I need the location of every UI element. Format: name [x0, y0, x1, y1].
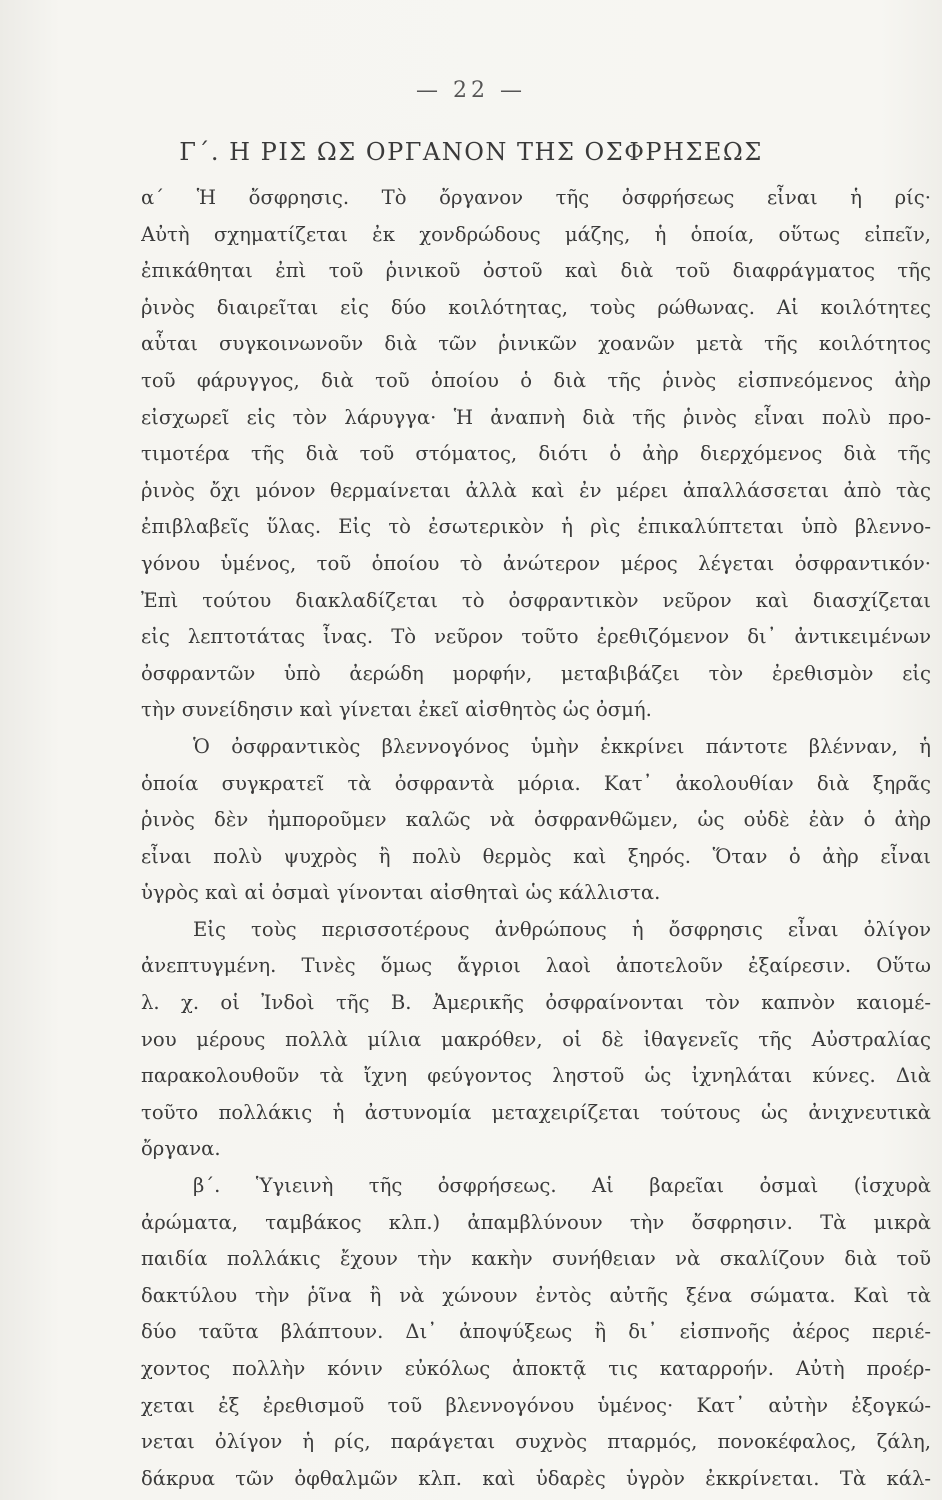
- text-line: δάκρυα τῶν ὀφθαλμῶν κλπ. καὶ ὑδαρὲς ὑγρὸν ἐκκρίνεται. Τὰ κάλ-: [141, 1466, 931, 1490]
- body-text: [141, 180, 931, 1497]
- text-line: νεται ὀλίγον ἡ ρίς, παράγεται συχνὸς πταρμός, πονοκέφαλος, ζάλη,: [141, 1430, 931, 1454]
- text-line: τοῦτο πολλάκις ἡ ἀστυνομία μεταχειρίζεται τούτους ὡς ἀνιχνευτικὰ: [141, 1100, 931, 1124]
- text-line: τὴν συνείδησιν καὶ γίνεται ἐκεῖ αἰσθητὸς ὡς ὀσμή.: [141, 698, 652, 722]
- text-line: ἀνεπτυγμένη. Τινὲς ὅμως ἄγριοι λαοὶ ἀποτελοῦν ἐξαίρεσιν. Οὕτω: [141, 954, 931, 978]
- page-number: — 22 —: [416, 78, 526, 103]
- text-line: εἰσχωρεῖ εἰς τὸν λάρυγγα· Ἡ ἀναπνὴ διὰ τῆς ῥινὸς εἶναι πολὺ προ-: [141, 405, 931, 429]
- text-line: γόνου ὑμένος, τοῦ ὁποίου τὸ ἀνώτερον μέρος λέγεται ὀσφραντικόν·: [141, 551, 931, 575]
- text-line: ἀρώματα, ταμβάκος κλπ.) ἀπαμβλύνουν τὴν ὄσφρησιν. Τὰ μικρὰ: [141, 1210, 931, 1234]
- text-line: Ἐπὶ τούτου διακλαδίζεται τὸ ὀσφραντικὸν νεῦρον καὶ διασχίζεται: [141, 588, 931, 612]
- text-line: β΄. Ὑγιεινὴ τῆς ὀσφρήσεως. Αἱ βαρεῖαι ὀσμαὶ (ἰσχυρὰ: [193, 1174, 931, 1198]
- text-line: τοῦ φάρυγγος, διὰ τοῦ ὁποίου ὁ διὰ τῆς ῥινὸς εἰσπνεόμενος ἀὴρ: [141, 368, 931, 392]
- text-line: Ὁ ὀσφραντικὸς βλεννογόνος ὑμὴν ἐκκρίνει πάντοτε βλένναν, ἡ: [193, 734, 931, 758]
- text-line: εἰς λεπτοτάτας ἶνας. Τὸ νεῦρον τοῦτο ἐρεθιζόμενον δι᾿ ἀντικειμένων: [141, 625, 931, 649]
- text-line: νου μέρους πολλὰ μίλια μακρόθεν, οἱ δὲ ἰθαγενεῖς τῆς Αὐστραλίας: [141, 1027, 931, 1051]
- text-line: δακτύλου τὴν ῥῖνα ἢ νὰ χώνουν ἐντὸς αὐτῆς ξένα σώματα. Καὶ τὰ: [141, 1283, 931, 1307]
- text-line: χοντος πολλὴν κόνιν εὐκόλως ἀποκτᾷ τις καταρροήν. Αὐτὴ προέρ-: [141, 1357, 931, 1380]
- text-line: ὀσφραντῶν ὑπὸ ἀερώδη μορφήν, μεταβιβάζει τὸν ἐρεθισμὸν εἰς: [141, 661, 931, 685]
- text-line: παρακολουθοῦν τὰ ἴχνη φεύγοντος ληστοῦ ὡς ἰχνηλάται κύνες. Διὰ: [141, 1064, 931, 1088]
- text-line: α΄ Ἡ ὄσφρησις. Τὸ ὄργανον τῆς ὀσφρήσεως εἶναι ἡ ρίς·: [141, 186, 931, 209]
- text-line: Εἰς τοὺς περισσοτέρους ἀνθρώπους ἡ ὄσφρησις εἶναι ὀλίγον: [193, 917, 931, 941]
- section-title: Γ΄. Η ΡΙΣ ΩΣ ΟΡΓΑΝΟΝ ΤΗΣ ΟΣΦΡΗΣΕΩΣ: [179, 138, 763, 166]
- text-line: λ. χ. οἱ Ἰνδοὶ τῆς Β. Ἀμερικῆς ὀσφραίνονται τὸν καπνὸν καιομέ-: [141, 991, 931, 1015]
- text-line: ῥινὸς δὲν ἠμποροῦμεν καλῶς νὰ ὀσφρανθῶμεν, ὡς οὐδὲ ἐὰν ὁ ἀὴρ: [141, 808, 931, 832]
- text-line: ἐπιβλαβεῖς ὕλας. Εἰς τὸ ἐσωτερικὸν ἡ ρὶς ἐπικαλύπτεται ὑπὸ βλεννο-: [141, 515, 931, 539]
- text-line: τιμοτέρα τῆς διὰ τοῦ στόματος, διότι ὁ ἀὴρ διερχόμενος διὰ τῆς: [141, 442, 931, 466]
- text-line: παιδία πολλάκις ἔχουν τὴν κακὴν συνήθειαν νὰ σκαλίζουν διὰ τοῦ: [141, 1247, 931, 1271]
- text-line: ἐπικάθηται ἐπὶ τοῦ ῥινικοῦ ὀστοῦ καὶ διὰ τοῦ διαφράγματος τῆς: [141, 259, 931, 283]
- text-line: ὑγρὸς καὶ αἱ ὀσμαὶ γίνονται αἰσθηταὶ ὡς κάλλιστα.: [141, 881, 661, 905]
- text-line: ῥινὸς ὄχι μόνον θερμαίνεται ἀλλὰ καὶ ἐν μέρει ἀπαλλάσσεται ἀπὸ τὰς: [141, 478, 931, 502]
- text-line: εἶναι πολὺ ψυχρὸς ἢ πολὺ θερμὸς καὶ ξηρός. Ὅταν ὁ ἀὴρ εἶναι: [141, 844, 931, 868]
- text-line: χεται ἐξ ἐρεθισμοῦ τοῦ βλεννογόνου ὑμένος· Κατ᾿ αὐτὴν ἐξογκώ-: [141, 1393, 931, 1417]
- text-line: ὁποία συγκρατεῖ τὰ ὀσφραντὰ μόρια. Κατ᾿ ἀκολουθίαν διὰ ξηρᾶς: [141, 771, 931, 795]
- text-line: αὗται συγκοινωνοῦν διὰ τῶν ῥινικῶν χοανῶν μετὰ τῆς κοιλότητος: [141, 332, 931, 356]
- text-line: δύο ταῦτα βλάπτουν. Δι᾿ ἀποψύξεως ἢ δι᾿ εἰσπνοῆς ἀέρος περιέ-: [141, 1320, 931, 1344]
- text-line: ῥινὸς διαιρεῖται εἰς δύο κοιλότητας, τοὺς ρώθωνας. Αἱ κοιλότητες: [141, 295, 931, 319]
- text-line: Αὐτὴ σχηματίζεται ἐκ χονδρώδους μάζης, ἡ ὁποία, οὕτως εἰπεῖν,: [141, 222, 931, 246]
- text-line: ὄργανα.: [141, 1137, 221, 1161]
